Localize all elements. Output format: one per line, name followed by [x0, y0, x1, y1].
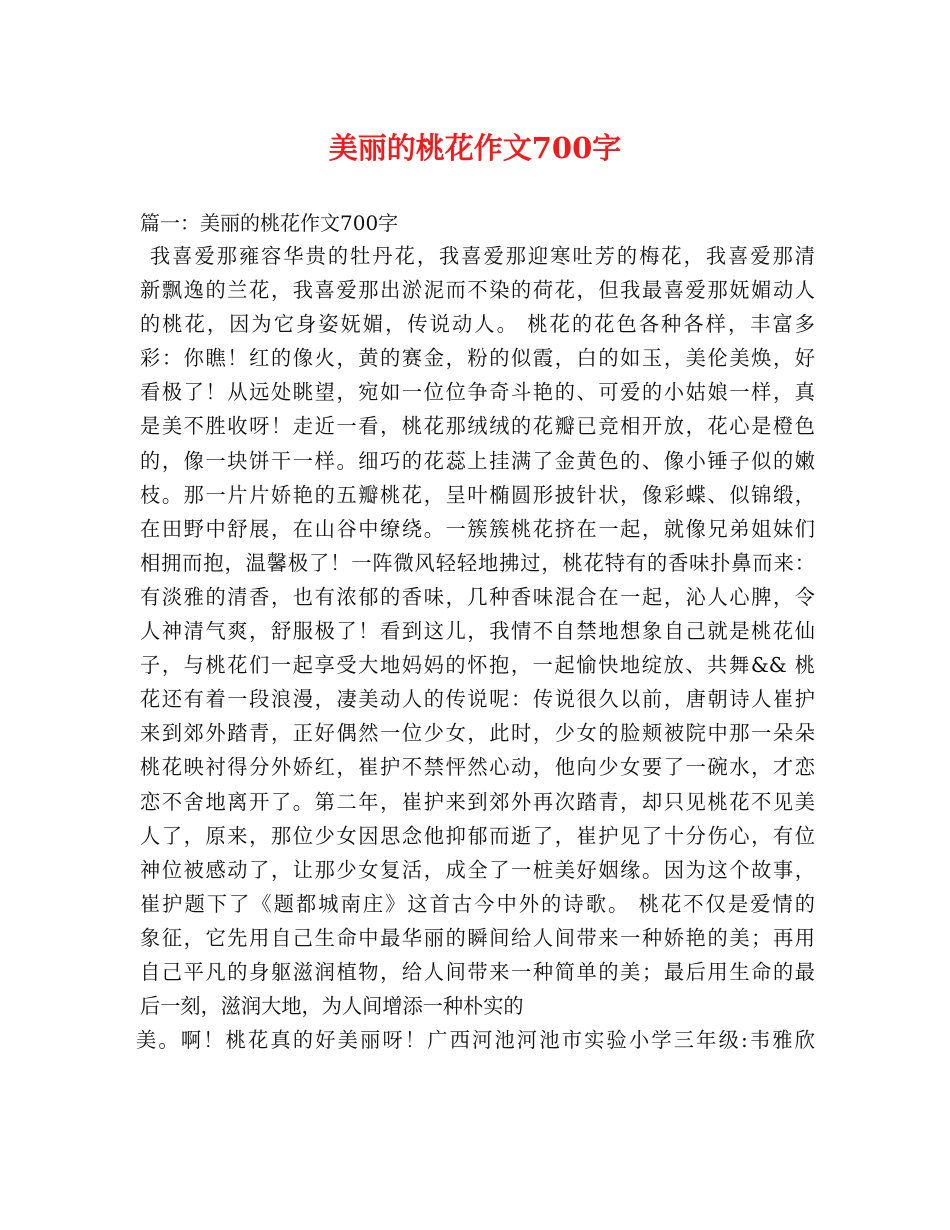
paragraph-line: 枝。那一片片娇艳的五瓣桃花，呈叶椭圆形披针状，像彩蝶、似锦缎，: [140, 482, 815, 507]
paragraph-line: 桃花映衬得分外娇红，崔护不禁怦然心动，他向少女要了一碗水，才恋: [140, 755, 815, 780]
paragraph-line: 花还有着一段浪漫，凄美动人的传说呢：传说很久以前，唐朝诗人崔护: [140, 687, 815, 712]
section-heading: 篇一：美丽的桃花作文700字: [140, 211, 399, 235]
paragraph-line: 美。啊！桃花真的好美丽呀！广西河池河池市实验小学三年级:韦雅欣: [136, 1028, 815, 1053]
paragraph-line: 在田野中舒展，在山谷中缭绕。一簇簇桃花挤在一起，就像兄弟姐妹们: [140, 516, 815, 541]
paragraph-line: 象征，它先用自己生命中最华丽的瞬间给人间带来一种娇艳的美；再用: [140, 925, 815, 950]
paragraph-line: 的，像一块饼干一样。细巧的花蕊上挂满了金黄色的、像小锤子似的嫩: [140, 448, 815, 473]
document-title: 美丽的桃花作文700字: [328, 131, 622, 165]
article-body: [136, 239, 815, 1057]
paragraph-line: 神位被感动了，让那少女复活，成全了一桩美好姻缘。因为这个故事，: [140, 857, 815, 882]
paragraph-line: 恋不舍地离开了。第二年，崔护来到郊外再次踏青，却只见桃花不见美: [140, 789, 815, 814]
paragraph-line: 自己平凡的身躯滋润植物，给人间带来一种简单的美；最后用生命的最: [140, 959, 815, 984]
paragraph-line: 子，与桃花们一起享受大地妈妈的怀抱，一起愉快地绽放、共舞&& 桃: [140, 653, 815, 678]
paragraph-line: 是美不胜收呀！走近一看，桃花那绒绒的花瓣已竞相开放，花心是橙色: [140, 414, 815, 439]
paragraph-line: 崔护题下了《题都城南庄》这首古今中外的诗歌。 桃花不仅是爱情的: [140, 891, 815, 916]
paragraph-line: 人神清气爽，舒服极了！看到这儿，我情不自禁地想象自己就是桃花仙: [140, 619, 815, 644]
paragraph-line: 看极了！从远处眺望，宛如一位位争奇斗艳的、可爱的小姑娘一样，真: [140, 380, 815, 405]
paragraph-line: 相拥而抱，温馨极了！一阵微风轻轻地拂过，桃花特有的香味扑鼻而来：: [140, 550, 815, 575]
paragraph-line: 后一刻，滋润大地，为人间增添一种朴实的: [140, 994, 524, 1019]
paragraph-line: 来到郊外踏青，正好偶然一位少女，此时，少女的脸颊被院中那一朵朵: [140, 721, 815, 746]
paragraph-line: 新飘逸的兰花，我喜爱那出淤泥而不染的荷花，但我最喜爱那妩媚动人: [140, 278, 815, 303]
paragraph-line: 人了，原来，那位少女因思念他抑郁而逝了，崔护见了十分伤心，有位: [140, 823, 815, 848]
paragraph-line: 我喜爱那雍容华贵的牡丹花，我喜爱那迎寒吐芳的梅花，我喜爱那清: [150, 244, 815, 268]
paragraph-line: 彩：你瞧！红的像火，黄的赛金，粉的似霞，白的如玉，美伦美焕，好: [140, 346, 815, 371]
paragraph-line: 有淡雅的清香，也有浓郁的香味，几种香味混合在一起，沁人心脾，令: [140, 584, 815, 609]
paragraph-line: 的桃花，因为它身姿妩媚，传说动人。 桃花的花色各种各样，丰富多: [140, 312, 815, 337]
